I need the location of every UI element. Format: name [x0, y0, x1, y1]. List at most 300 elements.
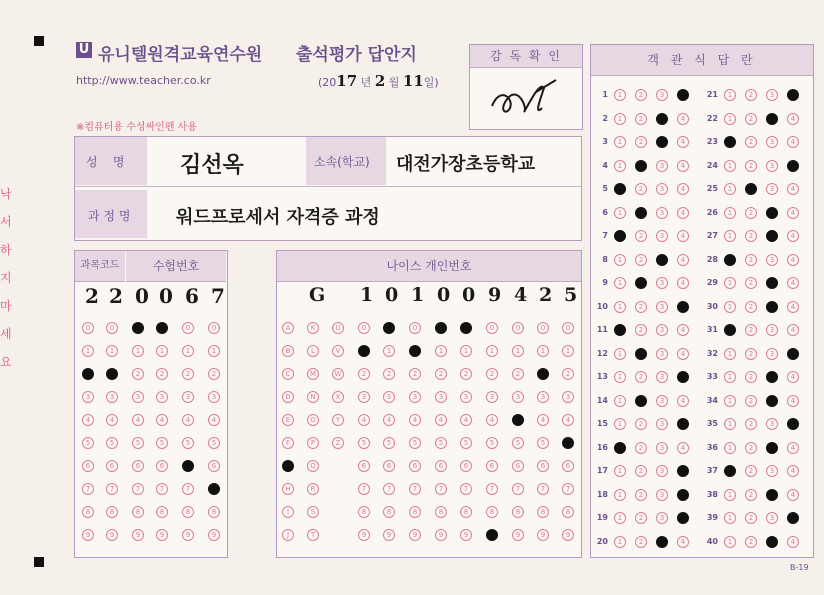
- exam-digit-bubble[interactable]: 9: [182, 529, 194, 541]
- neis-digit-bubble[interactable]: 9: [409, 529, 421, 541]
- answer-bubble[interactable]: 4: [787, 442, 799, 454]
- answer-bubble[interactable]: 2: [635, 465, 647, 477]
- exam-digit-bubble[interactable]: 7: [182, 483, 194, 495]
- answer-bubble[interactable]: 4: [787, 489, 799, 501]
- answer-bubble[interactable]: 2: [745, 230, 757, 242]
- answer-bubble[interactable]: 2: [635, 113, 647, 125]
- answer-bubble[interactable]: 1: [614, 465, 626, 477]
- exam-digit-bubble[interactable]: 1: [132, 345, 144, 357]
- answer-bubble[interactable]: 4: [677, 324, 689, 336]
- neis-digit-bubble[interactable]: 4: [537, 414, 549, 426]
- neis-digit-bubble[interactable]: 2: [512, 368, 524, 380]
- exam-digit-bubble[interactable]: 9: [82, 529, 94, 541]
- neis-digit-bubble[interactable]: 8: [383, 506, 395, 518]
- answer-bubble[interactable]: 1: [614, 324, 626, 336]
- neis-digit-bubble[interactable]: 0: [358, 322, 370, 334]
- exam-digit-bubble[interactable]: 0: [106, 322, 118, 334]
- answer-bubble[interactable]: 2: [745, 489, 757, 501]
- answer-bubble[interactable]: 1: [614, 136, 626, 148]
- answer-bubble[interactable]: 2: [635, 442, 647, 454]
- answer-bubble[interactable]: 2: [745, 254, 757, 266]
- neis-digit-bubble[interactable]: 4: [383, 414, 395, 426]
- answer-bubble[interactable]: 3: [766, 136, 778, 148]
- answer-bubble[interactable]: 3: [766, 301, 778, 313]
- answer-bubble[interactable]: 2: [745, 113, 757, 125]
- neis-digit-bubble[interactable]: 4: [358, 414, 370, 426]
- answer-bubble[interactable]: 2: [635, 395, 647, 407]
- answer-bubble[interactable]: 3: [766, 113, 778, 125]
- exam-digit-bubble[interactable]: 4: [82, 414, 94, 426]
- answer-bubble[interactable]: 4: [677, 254, 689, 266]
- exam-digit-bubble[interactable]: 0: [132, 322, 144, 334]
- exam-digit-bubble[interactable]: 4: [132, 414, 144, 426]
- answer-bubble[interactable]: 1: [724, 489, 736, 501]
- answer-bubble[interactable]: 2: [745, 442, 757, 454]
- exam-digit-bubble[interactable]: 8: [106, 506, 118, 518]
- answer-bubble[interactable]: 4: [677, 371, 689, 383]
- answer-bubble[interactable]: 4: [787, 348, 799, 360]
- neis-letter-bubble[interactable]: G: [282, 460, 294, 472]
- neis-digit-bubble[interactable]: 5: [512, 437, 524, 449]
- answer-bubble[interactable]: 3: [656, 418, 668, 430]
- answer-bubble[interactable]: 1: [614, 207, 626, 219]
- answer-bubble[interactable]: 1: [724, 442, 736, 454]
- answer-bubble[interactable]: 2: [635, 183, 647, 195]
- neis-digit-bubble[interactable]: 1: [435, 345, 447, 357]
- answer-bubble[interactable]: 2: [635, 418, 647, 430]
- neis-digit-bubble[interactable]: 2: [460, 368, 472, 380]
- neis-digit-bubble[interactable]: 8: [409, 506, 421, 518]
- neis-digit-bubble[interactable]: 4: [435, 414, 447, 426]
- answer-bubble[interactable]: 3: [656, 277, 668, 289]
- answer-bubble[interactable]: 3: [766, 512, 778, 524]
- neis-digit-bubble[interactable]: 6: [358, 460, 370, 472]
- neis-digit-bubble[interactable]: 1: [358, 345, 370, 357]
- neis-digit-bubble[interactable]: 7: [409, 483, 421, 495]
- neis-digit-bubble[interactable]: 6: [562, 460, 574, 472]
- neis-digit-bubble[interactable]: 2: [358, 368, 370, 380]
- neis-letter-bubble[interactable]: K: [307, 322, 319, 334]
- neis-digit-bubble[interactable]: 0: [460, 322, 472, 334]
- answer-bubble[interactable]: 1: [614, 230, 626, 242]
- neis-digit-bubble[interactable]: 0: [486, 322, 498, 334]
- answer-bubble[interactable]: 2: [635, 348, 647, 360]
- neis-digit-bubble[interactable]: 6: [512, 460, 524, 472]
- neis-digit-bubble[interactable]: 3: [537, 391, 549, 403]
- exam-digit-bubble[interactable]: 9: [132, 529, 144, 541]
- answer-bubble[interactable]: 1: [614, 489, 626, 501]
- answer-bubble[interactable]: 1: [614, 254, 626, 266]
- answer-bubble[interactable]: 2: [635, 512, 647, 524]
- answer-bubble[interactable]: 1: [614, 277, 626, 289]
- answer-bubble[interactable]: 1: [724, 371, 736, 383]
- exam-digit-bubble[interactable]: 4: [208, 414, 220, 426]
- answer-bubble[interactable]: 2: [745, 536, 757, 548]
- neis-letter-bubble[interactable]: R: [307, 483, 319, 495]
- neis-digit-bubble[interactable]: 5: [562, 437, 574, 449]
- neis-digit-bubble[interactable]: 5: [383, 437, 395, 449]
- answer-bubble[interactable]: 1: [614, 371, 626, 383]
- neis-letter-bubble[interactable]: N: [307, 391, 319, 403]
- answer-bubble[interactable]: 1: [724, 136, 736, 148]
- exam-digit-bubble[interactable]: 5: [132, 437, 144, 449]
- neis-letter-bubble[interactable]: M: [307, 368, 319, 380]
- answer-bubble[interactable]: 4: [677, 160, 689, 172]
- exam-digit-bubble[interactable]: 6: [156, 460, 168, 472]
- answer-bubble[interactable]: 3: [766, 89, 778, 101]
- answer-bubble[interactable]: 3: [766, 207, 778, 219]
- neis-digit-bubble[interactable]: 7: [562, 483, 574, 495]
- answer-bubble[interactable]: 4: [787, 136, 799, 148]
- answer-bubble[interactable]: 2: [745, 395, 757, 407]
- answer-bubble[interactable]: 2: [745, 301, 757, 313]
- answer-bubble[interactable]: 2: [745, 89, 757, 101]
- neis-digit-bubble[interactable]: 6: [383, 460, 395, 472]
- neis-digit-bubble[interactable]: 3: [460, 391, 472, 403]
- neis-digit-bubble[interactable]: 2: [486, 368, 498, 380]
- answer-bubble[interactable]: 2: [745, 512, 757, 524]
- neis-digit-bubble[interactable]: 1: [409, 345, 421, 357]
- neis-digit-bubble[interactable]: 7: [512, 483, 524, 495]
- answer-bubble[interactable]: 1: [614, 160, 626, 172]
- answer-bubble[interactable]: 3: [656, 113, 668, 125]
- neis-letter-bubble[interactable]: B: [282, 345, 294, 357]
- answer-bubble[interactable]: 3: [766, 536, 778, 548]
- exam-digit-bubble[interactable]: 0: [182, 322, 194, 334]
- answer-bubble[interactable]: 4: [677, 89, 689, 101]
- neis-digit-bubble[interactable]: 5: [435, 437, 447, 449]
- neis-digit-bubble[interactable]: 4: [562, 414, 574, 426]
- neis-digit-bubble[interactable]: 4: [512, 414, 524, 426]
- answer-bubble[interactable]: 3: [656, 324, 668, 336]
- answer-bubble[interactable]: 4: [677, 301, 689, 313]
- exam-digit-bubble[interactable]: 1: [82, 345, 94, 357]
- neis-digit-bubble[interactable]: 3: [562, 391, 574, 403]
- answer-bubble[interactable]: 2: [745, 160, 757, 172]
- neis-letter-bubble[interactable]: W: [332, 368, 344, 380]
- neis-digit-bubble[interactable]: 9: [537, 529, 549, 541]
- answer-bubble[interactable]: 4: [787, 324, 799, 336]
- answer-bubble[interactable]: 2: [745, 418, 757, 430]
- exam-digit-bubble[interactable]: 9: [208, 529, 220, 541]
- answer-bubble[interactable]: 4: [677, 230, 689, 242]
- exam-digit-bubble[interactable]: 2: [106, 368, 118, 380]
- answer-bubble[interactable]: 3: [766, 324, 778, 336]
- exam-digit-bubble[interactable]: 8: [82, 506, 94, 518]
- answer-bubble[interactable]: 3: [766, 348, 778, 360]
- answer-bubble[interactable]: 4: [787, 207, 799, 219]
- answer-bubble[interactable]: 4: [787, 465, 799, 477]
- neis-digit-bubble[interactable]: 8: [486, 506, 498, 518]
- neis-letter-bubble[interactable]: C: [282, 368, 294, 380]
- neis-letter-bubble[interactable]: L: [307, 345, 319, 357]
- exam-digit-bubble[interactable]: 2: [182, 368, 194, 380]
- answer-bubble[interactable]: 1: [614, 89, 626, 101]
- answer-bubble[interactable]: 4: [787, 418, 799, 430]
- answer-bubble[interactable]: 4: [677, 348, 689, 360]
- exam-digit-bubble[interactable]: 5: [156, 437, 168, 449]
- neis-digit-bubble[interactable]: 5: [358, 437, 370, 449]
- exam-digit-bubble[interactable]: 8: [182, 506, 194, 518]
- exam-digit-bubble[interactable]: 4: [106, 414, 118, 426]
- answer-bubble[interactable]: 4: [677, 136, 689, 148]
- neis-letter-bubble[interactable]: O: [307, 414, 319, 426]
- answer-bubble[interactable]: 3: [766, 277, 778, 289]
- answer-bubble[interactable]: 1: [724, 301, 736, 313]
- neis-digit-bubble[interactable]: 3: [512, 391, 524, 403]
- neis-digit-bubble[interactable]: 6: [435, 460, 447, 472]
- exam-digit-bubble[interactable]: 2: [156, 368, 168, 380]
- neis-digit-bubble[interactable]: 7: [460, 483, 472, 495]
- exam-digit-bubble[interactable]: 8: [132, 506, 144, 518]
- exam-digit-bubble[interactable]: 6: [82, 460, 94, 472]
- answer-bubble[interactable]: 4: [677, 536, 689, 548]
- neis-letter-bubble[interactable]: E: [282, 414, 294, 426]
- neis-digit-bubble[interactable]: 0: [512, 322, 524, 334]
- answer-bubble[interactable]: 4: [787, 301, 799, 313]
- exam-digit-bubble[interactable]: 9: [156, 529, 168, 541]
- neis-digit-bubble[interactable]: 0: [435, 322, 447, 334]
- answer-bubble[interactable]: 1: [724, 230, 736, 242]
- answer-bubble[interactable]: 3: [656, 512, 668, 524]
- answer-bubble[interactable]: 4: [677, 277, 689, 289]
- neis-digit-bubble[interactable]: 7: [358, 483, 370, 495]
- answer-bubble[interactable]: 4: [787, 254, 799, 266]
- answer-bubble[interactable]: 2: [745, 324, 757, 336]
- answer-bubble[interactable]: 2: [745, 465, 757, 477]
- answer-bubble[interactable]: 4: [677, 207, 689, 219]
- neis-digit-bubble[interactable]: 5: [537, 437, 549, 449]
- answer-bubble[interactable]: 3: [766, 418, 778, 430]
- answer-bubble[interactable]: 2: [635, 136, 647, 148]
- neis-letter-bubble[interactable]: V: [332, 345, 344, 357]
- exam-digit-bubble[interactable]: 1: [156, 345, 168, 357]
- neis-digit-bubble[interactable]: 9: [358, 529, 370, 541]
- exam-digit-bubble[interactable]: 0: [156, 322, 168, 334]
- answer-bubble[interactable]: 2: [745, 207, 757, 219]
- neis-digit-bubble[interactable]: 1: [460, 345, 472, 357]
- answer-bubble[interactable]: 3: [656, 136, 668, 148]
- answer-bubble[interactable]: 4: [787, 371, 799, 383]
- neis-digit-bubble[interactable]: 7: [537, 483, 549, 495]
- neis-letter-bubble[interactable]: U: [332, 322, 344, 334]
- exam-digit-bubble[interactable]: 5: [208, 437, 220, 449]
- answer-bubble[interactable]: 1: [724, 254, 736, 266]
- answer-bubble[interactable]: 3: [766, 371, 778, 383]
- neis-digit-bubble[interactable]: 5: [409, 437, 421, 449]
- exam-digit-bubble[interactable]: 6: [208, 460, 220, 472]
- answer-bubble[interactable]: 2: [745, 277, 757, 289]
- neis-digit-bubble[interactable]: 5: [460, 437, 472, 449]
- answer-bubble[interactable]: 1: [614, 442, 626, 454]
- answer-bubble[interactable]: 2: [635, 489, 647, 501]
- answer-bubble[interactable]: 3: [656, 465, 668, 477]
- exam-digit-bubble[interactable]: 5: [82, 437, 94, 449]
- answer-bubble[interactable]: 4: [677, 418, 689, 430]
- answer-bubble[interactable]: 2: [635, 89, 647, 101]
- answer-bubble[interactable]: 2: [635, 277, 647, 289]
- answer-bubble[interactable]: 1: [614, 395, 626, 407]
- answer-bubble[interactable]: 1: [724, 89, 736, 101]
- answer-bubble[interactable]: 2: [635, 301, 647, 313]
- neis-letter-bubble[interactable]: A: [282, 322, 294, 334]
- answer-bubble[interactable]: 4: [677, 183, 689, 195]
- answer-bubble[interactable]: 1: [614, 301, 626, 313]
- neis-digit-bubble[interactable]: 8: [358, 506, 370, 518]
- answer-bubble[interactable]: 3: [766, 230, 778, 242]
- neis-digit-bubble[interactable]: 4: [486, 414, 498, 426]
- neis-digit-bubble[interactable]: 1: [537, 345, 549, 357]
- exam-digit-bubble[interactable]: 0: [208, 322, 220, 334]
- neis-digit-bubble[interactable]: 0: [537, 322, 549, 334]
- exam-digit-bubble[interactable]: 7: [156, 483, 168, 495]
- exam-digit-bubble[interactable]: 7: [208, 483, 220, 495]
- answer-bubble[interactable]: 4: [787, 113, 799, 125]
- neis-letter-bubble[interactable]: T: [307, 529, 319, 541]
- answer-bubble[interactable]: 3: [656, 254, 668, 266]
- neis-digit-bubble[interactable]: 8: [512, 506, 524, 518]
- answer-bubble[interactable]: 1: [724, 277, 736, 289]
- exam-digit-bubble[interactable]: 6: [132, 460, 144, 472]
- answer-bubble[interactable]: 1: [614, 536, 626, 548]
- neis-digit-bubble[interactable]: 4: [460, 414, 472, 426]
- answer-bubble[interactable]: 4: [787, 277, 799, 289]
- neis-digit-bubble[interactable]: 1: [562, 345, 574, 357]
- neis-letter-bubble[interactable]: P: [307, 437, 319, 449]
- answer-bubble[interactable]: 4: [787, 512, 799, 524]
- answer-bubble[interactable]: 1: [724, 324, 736, 336]
- neis-letter-bubble[interactable]: Q: [307, 460, 319, 472]
- answer-bubble[interactable]: 1: [614, 183, 626, 195]
- answer-bubble[interactable]: 3: [656, 536, 668, 548]
- neis-digit-bubble[interactable]: 9: [460, 529, 472, 541]
- neis-digit-bubble[interactable]: 9: [486, 529, 498, 541]
- answer-bubble[interactable]: 2: [745, 348, 757, 360]
- answer-bubble[interactable]: 3: [656, 348, 668, 360]
- neis-digit-bubble[interactable]: 3: [409, 391, 421, 403]
- answer-bubble[interactable]: 3: [766, 442, 778, 454]
- neis-digit-bubble[interactable]: 6: [460, 460, 472, 472]
- neis-digit-bubble[interactable]: 7: [383, 483, 395, 495]
- neis-letter-bubble[interactable]: F: [282, 437, 294, 449]
- answer-bubble[interactable]: 3: [656, 489, 668, 501]
- exam-digit-bubble[interactable]: 4: [156, 414, 168, 426]
- answer-bubble[interactable]: 3: [656, 371, 668, 383]
- neis-letter-bubble[interactable]: J: [282, 529, 294, 541]
- answer-bubble[interactable]: 2: [635, 324, 647, 336]
- answer-bubble[interactable]: 1: [724, 348, 736, 360]
- neis-digit-bubble[interactable]: 6: [486, 460, 498, 472]
- neis-digit-bubble[interactable]: 9: [512, 529, 524, 541]
- answer-bubble[interactable]: 1: [724, 418, 736, 430]
- exam-digit-bubble[interactable]: 3: [182, 391, 194, 403]
- answer-bubble[interactable]: 1: [724, 207, 736, 219]
- exam-digit-bubble[interactable]: 1: [106, 345, 118, 357]
- neis-digit-bubble[interactable]: 3: [383, 391, 395, 403]
- answer-bubble[interactable]: 2: [635, 230, 647, 242]
- neis-digit-bubble[interactable]: 1: [383, 345, 395, 357]
- neis-digit-bubble[interactable]: 3: [486, 391, 498, 403]
- answer-bubble[interactable]: 4: [677, 395, 689, 407]
- answer-bubble[interactable]: 4: [677, 512, 689, 524]
- neis-letter-bubble[interactable]: I: [282, 506, 294, 518]
- answer-bubble[interactable]: 3: [656, 89, 668, 101]
- answer-bubble[interactable]: 2: [635, 536, 647, 548]
- neis-digit-bubble[interactable]: 2: [537, 368, 549, 380]
- exam-digit-bubble[interactable]: 6: [106, 460, 118, 472]
- answer-bubble[interactable]: 3: [766, 183, 778, 195]
- answer-bubble[interactable]: 4: [677, 113, 689, 125]
- answer-bubble[interactable]: 1: [724, 512, 736, 524]
- exam-digit-bubble[interactable]: 1: [182, 345, 194, 357]
- answer-bubble[interactable]: 3: [656, 395, 668, 407]
- answer-bubble[interactable]: 1: [614, 418, 626, 430]
- neis-letter-bubble[interactable]: H: [282, 483, 294, 495]
- exam-digit-bubble[interactable]: 1: [208, 345, 220, 357]
- neis-digit-bubble[interactable]: 7: [486, 483, 498, 495]
- neis-digit-bubble[interactable]: 8: [435, 506, 447, 518]
- answer-bubble[interactable]: 1: [724, 113, 736, 125]
- answer-bubble[interactable]: 3: [656, 207, 668, 219]
- answer-bubble[interactable]: 2: [635, 254, 647, 266]
- exam-digit-bubble[interactable]: 8: [156, 506, 168, 518]
- answer-bubble[interactable]: 3: [656, 301, 668, 313]
- answer-bubble[interactable]: 4: [787, 395, 799, 407]
- neis-letter-bubble[interactable]: Z: [332, 437, 344, 449]
- neis-digit-bubble[interactable]: 4: [409, 414, 421, 426]
- answer-bubble[interactable]: 3: [656, 230, 668, 242]
- answer-bubble[interactable]: 2: [745, 136, 757, 148]
- neis-digit-bubble[interactable]: 0: [383, 322, 395, 334]
- answer-bubble[interactable]: 1: [614, 348, 626, 360]
- answer-bubble[interactable]: 4: [677, 442, 689, 454]
- neis-digit-bubble[interactable]: 2: [383, 368, 395, 380]
- exam-digit-bubble[interactable]: 2: [82, 368, 94, 380]
- exam-digit-bubble[interactable]: 9: [106, 529, 118, 541]
- answer-bubble[interactable]: 1: [614, 512, 626, 524]
- answer-bubble[interactable]: 3: [766, 395, 778, 407]
- neis-digit-bubble[interactable]: 0: [409, 322, 421, 334]
- exam-digit-bubble[interactable]: 8: [208, 506, 220, 518]
- neis-letter-bubble[interactable]: Y: [332, 414, 344, 426]
- neis-digit-bubble[interactable]: 3: [358, 391, 370, 403]
- neis-digit-bubble[interactable]: 5: [486, 437, 498, 449]
- neis-digit-bubble[interactable]: 9: [435, 529, 447, 541]
- exam-digit-bubble[interactable]: 0: [82, 322, 94, 334]
- answer-bubble[interactable]: 2: [745, 371, 757, 383]
- neis-digit-bubble[interactable]: 7: [435, 483, 447, 495]
- answer-bubble[interactable]: 1: [724, 465, 736, 477]
- answer-bubble[interactable]: 3: [766, 254, 778, 266]
- exam-digit-bubble[interactable]: 4: [182, 414, 194, 426]
- exam-digit-bubble[interactable]: 3: [208, 391, 220, 403]
- answer-bubble[interactable]: 2: [635, 371, 647, 383]
- neis-digit-bubble[interactable]: 6: [409, 460, 421, 472]
- neis-digit-bubble[interactable]: 2: [562, 368, 574, 380]
- answer-bubble[interactable]: 4: [787, 230, 799, 242]
- neis-letter-bubble[interactable]: S: [307, 506, 319, 518]
- answer-bubble[interactable]: 4: [787, 183, 799, 195]
- answer-bubble[interactable]: 4: [787, 536, 799, 548]
- answer-bubble[interactable]: 1: [724, 536, 736, 548]
- exam-digit-bubble[interactable]: 7: [132, 483, 144, 495]
- neis-digit-bubble[interactable]: 2: [409, 368, 421, 380]
- answer-bubble[interactable]: 2: [635, 207, 647, 219]
- exam-digit-bubble[interactable]: 7: [82, 483, 94, 495]
- neis-digit-bubble[interactable]: 6: [537, 460, 549, 472]
- answer-bubble[interactable]: 1: [724, 183, 736, 195]
- exam-digit-bubble[interactable]: 5: [106, 437, 118, 449]
